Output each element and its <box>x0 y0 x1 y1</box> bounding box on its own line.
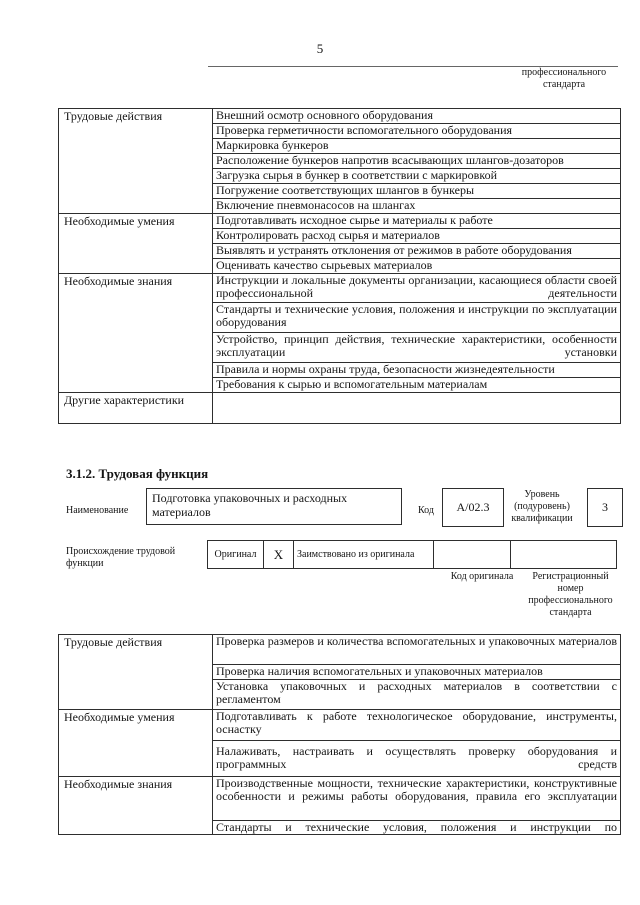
table-cell: Проверка наличия вспомогательных и упаковочных материалов <box>213 665 621 680</box>
table-cell: Выявлять и устранять отклонения от режимов в работе оборудования <box>213 243 621 258</box>
row-label: Необходимые умения <box>59 709 213 776</box>
table-cell: Проверка размеров и количества вспомогательных и упаковочных материалов <box>213 635 621 665</box>
table-cell: Установка упаковочных и расходных материалов в соответствии с регламентом <box>213 679 621 709</box>
table-cell: Внешний осмотр основного оборудования <box>213 109 621 124</box>
registration-caption: Регистрационный номер профессионального стандарта <box>528 571 613 618</box>
section-heading: 3.1.2. Трудовая функция <box>66 466 209 481</box>
table-cell: Стандарты и технические условия, положения и инструкции по <box>213 820 621 835</box>
level-label: Уровень (подуровень) квалификации <box>511 489 573 524</box>
row-label: Трудовые действия <box>59 109 213 214</box>
table-cell: Производственные мощности, технические характеристики, конструктивные особенности и режимы работы оборудования, правила его эксплуатации <box>213 776 621 820</box>
table-cell: Инструкции и локальные документы организации, касающиеся области своей профессиональной деятельности <box>213 273 621 302</box>
table-cell: Погружение соответствующих шлангов в бункеры <box>213 183 621 198</box>
table-cell <box>213 392 621 423</box>
table-cell: Правила и нормы охраны труда, безопасности жизнедеятельности <box>213 362 621 377</box>
registration-number-cell <box>510 540 617 569</box>
table-cell: Расположение бункеров напротив всасывающих шлангов-дозаторов <box>213 153 621 168</box>
table-cell: Налаживать, настраивать и осуществлять проверку оборудования и программных средств <box>213 740 621 776</box>
original-label: Оригинал <box>207 540 264 569</box>
table-cell: Контролировать расход сырья и материалов <box>213 228 621 243</box>
name-label: Наименование <box>66 505 129 516</box>
competency-table-2 <box>58 634 621 835</box>
row-label: Трудовые действия <box>59 635 213 710</box>
origin-row <box>208 540 621 569</box>
row-label: Необходимые знания <box>59 776 213 835</box>
table-cell: Оценивать качество сырьевых материалов <box>213 258 621 273</box>
table-cell: Требования к сырью и вспомогательным материалам <box>213 377 621 392</box>
row-label: Необходимые знания <box>59 273 213 392</box>
competency-table-1 <box>58 108 621 424</box>
table-cell: Включение пневмонасосов на шлангах <box>213 198 621 213</box>
table-cell: Проверка герметичности вспомогательного оборудования <box>213 123 621 138</box>
function-code-box: А/02.3 <box>442 488 504 527</box>
table-cell: Подготавливать к работе технологическое оборудование, инструменты, оснастку <box>213 709 621 740</box>
origin-label: Происхождение трудовой функции <box>66 546 176 569</box>
original-mark: X <box>263 540 294 569</box>
table-cell: Подготавливать исходное сырье и материалы к работе <box>213 213 621 228</box>
row-label: Необходимые умения <box>59 213 213 273</box>
original-code-cell <box>433 540 511 569</box>
table-cell: Загрузка сырья в бункер в соответствии с маркировкой <box>213 168 621 183</box>
header-caption: профессионального стандарта <box>521 67 607 90</box>
code-label: Код <box>418 505 434 516</box>
level-value-box: 3 <box>587 488 623 527</box>
borrowed-label: Заимствовано из оригинала <box>293 540 434 569</box>
function-name-box: Подготовка упаковочных и расходных материалов <box>146 488 402 525</box>
original-code-caption: Код оригинала <box>450 571 514 582</box>
table-cell: Стандарты и технические условия, положения и инструкции по эксплуатации оборудования <box>213 302 621 332</box>
row-label: Другие характеристики <box>59 392 213 423</box>
page-number: 5 <box>316 41 324 56</box>
table-cell: Маркировка бункеров <box>213 138 621 153</box>
table-cell: Устройство, принцип действия, технические характеристики, особенности эксплуатации установки <box>213 332 621 362</box>
